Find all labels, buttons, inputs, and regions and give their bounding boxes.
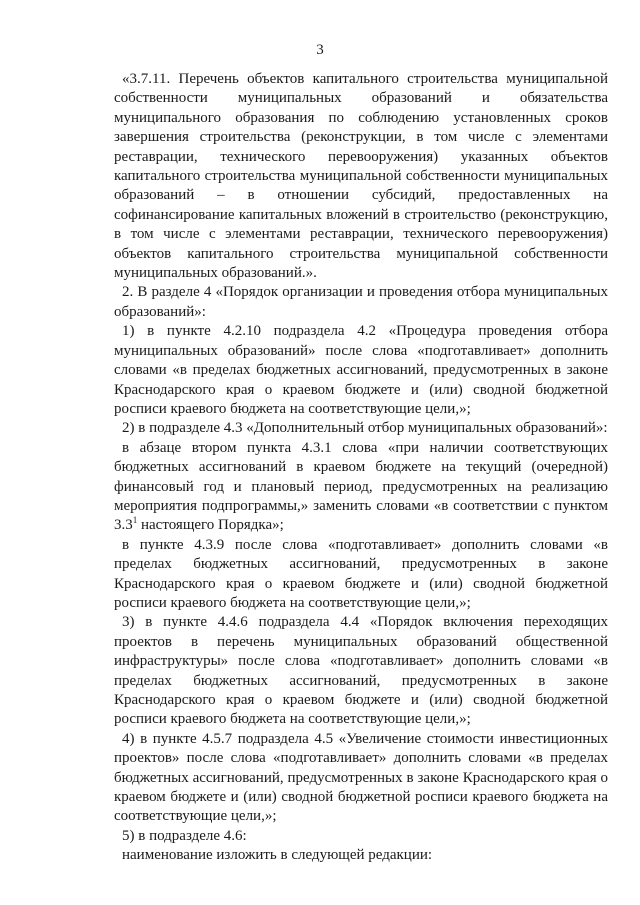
paragraph-item-2: 2) в подразделе 4.3 «Дополнительный отбор муниципальных образований»: [122, 420, 608, 437]
paragraph-item-3: 3) в пункте 4.4.6 подраздела 4.4 «Порядок включения переходящих проектов в перечень муниципальных образований общественной инфраструктуры» после слова «подготавливает» дополнить словами «в пределах бюджетных ассигнований, предусмотренных в законе Краснодарского края о краевом бюджете и (или) сводной бюджетной росписи краевого бюджета на соответствующие цели,»; [114, 614, 608, 728]
paragraph-text-part: настоящего Порядка»; [137, 517, 284, 534]
superscript-marker: 1 [132, 515, 138, 526]
paragraph-section-4: 2. В разделе 4 «Порядок организации и проведения отбора муниципальных образований»: [114, 284, 608, 320]
paragraph-item-5-title: наименование изложить в следующей редакции: [122, 847, 433, 864]
page-number: 3 [316, 42, 324, 58]
document-body [114, 70, 608, 866]
paragraph-item-2-clause-4-3-1 [114, 439, 608, 536]
paragraph-3-7-11: «3.7.11. Перечень объектов капитального строительства муниципальной собственности муниципальных образований и обязательства муниципального образования по соблюдению установленных сроков завершения строительства (реконструкции, в том числе с элементами реставрации, технического перевооружения) указанных объектов капитального строительства муниципальной собственности муниципальных образований – в отношении субсидий, предоставленных на софинансирование капитальных вложений в строительство (реконструкцию, в том числе с элементами реставрации, технического перевооружения) объектов капитального строительства муниципальной собственности муниципальных образований.». [114, 71, 608, 282]
paragraph-item-5: 5) в подразделе 4.6: [122, 827, 247, 844]
paragraph-item-4: 4) в пункте 4.5.7 подраздела 4.5 «Увеличение стоимости инвестиционных проектов» после слова «подготавливает» дополнить словами «в пределах бюджетных ассигнований, предусмотренных в законе Краснодарского края о краевом бюджете и (или) сводной бюджетной росписи краевого бюджета на соответствующие цели,»; [114, 730, 608, 825]
paragraph-item-2-clause-4-3-9: в пункте 4.3.9 после слова «подготавливает» дополнить словами «в пределах бюджетных ассигнований, предусмотренных в законе Краснодарского края о краевом бюджете и (или) сводной бюджетной росписи краевого бюджета на соответствующие цели,»; [114, 536, 608, 611]
paragraph-item-1: 1) в пункте 4.2.10 подраздела 4.2 «Процедура проведения отбора муниципальных образований» после слова «подготавливает» дополнить словами «в пределах бюджетных ассигнований, предусмотренных в законе Краснодарского края о краевом бюджете и (или) сводной бюджетной росписи краевого бюджета на соответствующие цели,»; [114, 323, 608, 417]
paragraph-text-part: в абзаце втором пункта 4.3.1 слова «при наличии соответствующих бюджетных ассигнований в краевом бюджете на текущий (очередной) финансовый год и плановый период, предусмотренных на реализацию мероприятия подпрограммы,» заменить словами «в соответствии с пунктом 3.3 [114, 439, 608, 534]
